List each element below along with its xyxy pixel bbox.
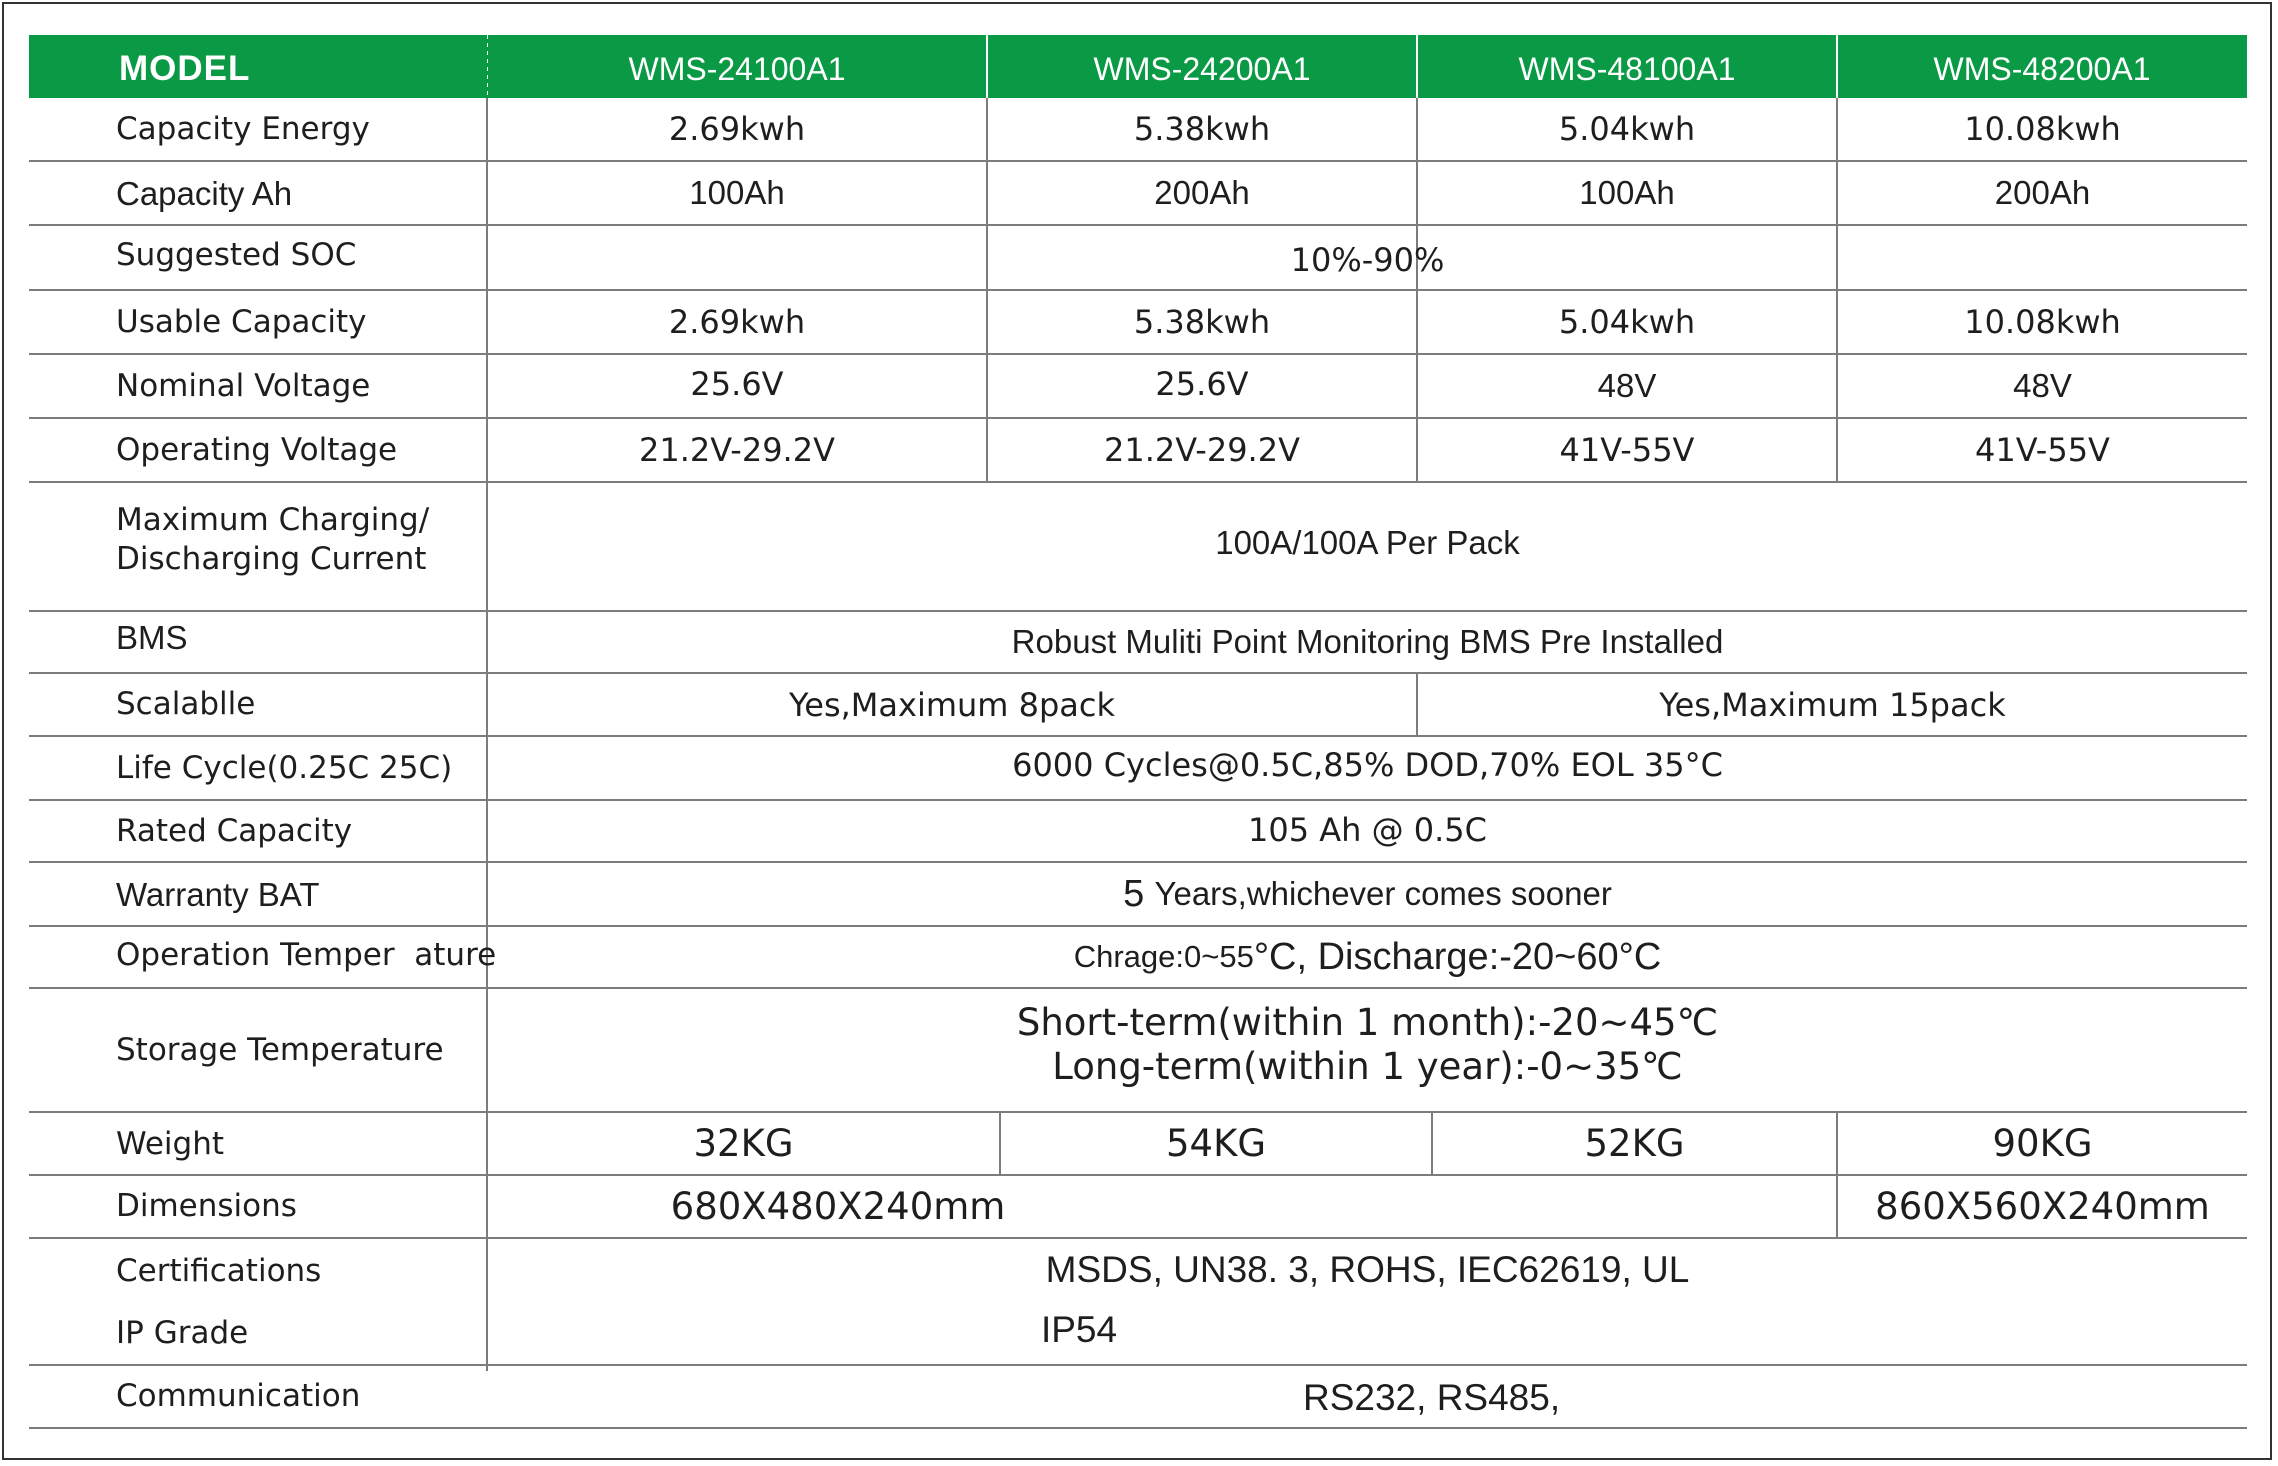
scalable-value: Yes,Maximum 8pack xyxy=(788,685,1116,724)
capacity-energy-value: 10.08kwh xyxy=(1964,110,2121,148)
operating-voltage-value: 41V-55V xyxy=(1559,431,1695,469)
scalable-value: Yes,Maximum 15pack xyxy=(1659,685,2006,724)
label-operation-temperature: Operation Temper ature xyxy=(116,936,497,973)
weight-value: 54KG xyxy=(1165,1122,1266,1165)
label-warranty: Warranty BAT xyxy=(116,875,320,913)
suggested-soc-value: 10%-90% xyxy=(1290,240,1445,279)
capacity-ah-value: 200Ah xyxy=(1154,174,1250,211)
label-usable-capacity: Usable Capacity xyxy=(116,303,367,340)
nominal-voltage-value: 48V xyxy=(2013,367,2072,404)
storage-temperature-long-term: Long-term(within 1 year):-0~35℃ xyxy=(1052,1045,1683,1088)
row-divider xyxy=(29,1364,2247,1366)
nominal-voltage-value: 25.6V xyxy=(690,365,784,403)
operating-voltage-value: 21.2V-29.2V xyxy=(639,431,835,469)
usable-capacity-value: 5.38kwh xyxy=(1133,303,1271,341)
warranty-text: Years,whichever comes sooner xyxy=(1154,875,1612,912)
capacity-energy-value: 5.04kwh xyxy=(1558,110,1696,148)
operation-temperature-value xyxy=(488,927,2247,987)
max-current-value: 100A/100A Per Pack xyxy=(1215,524,1520,561)
label-capacity-ah: Capacity Ah xyxy=(116,174,293,212)
nominal-voltage-value: 25.6V xyxy=(1155,365,1249,403)
label-max-current xyxy=(116,490,446,590)
header-model-3: WMS-48100A1 xyxy=(1518,51,1736,87)
label-ip-grade: IP Grade xyxy=(116,1314,249,1351)
operation-temperature-charge: Chrage:0~55 xyxy=(1073,939,1254,974)
row-divider xyxy=(29,224,2247,226)
weight-value: 32KG xyxy=(693,1122,794,1165)
usable-capacity-value: 10.08kwh xyxy=(1964,303,2121,341)
label-communication: Communication xyxy=(116,1378,361,1414)
label-weight: Weight xyxy=(116,1126,225,1162)
capacity-ah-value: 100Ah xyxy=(1579,174,1675,211)
label-certifications: Certifications xyxy=(116,1253,322,1289)
capacity-energy-value: 2.69kwh xyxy=(668,110,806,148)
warranty-years: 5 xyxy=(1123,872,1145,915)
label-bms: BMS xyxy=(116,618,188,656)
label-max-current-line1: Maximum Charging/ xyxy=(116,502,430,538)
operating-voltage-value: 21.2V-29.2V xyxy=(1104,431,1300,469)
weight-value: 52KG xyxy=(1584,1122,1685,1165)
header-model-1: WMS-24100A1 xyxy=(628,51,846,87)
usable-capacity-value: 2.69kwh xyxy=(668,303,806,341)
warranty-value xyxy=(488,863,2247,925)
operation-temperature-discharge: °C, Discharge:-20~60°C xyxy=(1253,935,1662,978)
bms-value: Robust Muliti Point Monitoring BMS Pre Installed xyxy=(1011,623,1724,660)
label-capacity-energy: Capacity Energy xyxy=(116,110,370,147)
header-model-4: WMS-48200A1 xyxy=(1933,51,2151,87)
dimensions-value: 860X560X240mm xyxy=(1875,1185,2210,1228)
label-nominal-voltage: Nominal Voltage xyxy=(116,367,371,404)
header-model-2: WMS-24200A1 xyxy=(1093,51,1311,87)
ip-grade-value: IP54 xyxy=(1040,1309,1118,1350)
capacity-ah-value: 200Ah xyxy=(1994,174,2091,211)
capacity-energy-value: 5.38kwh xyxy=(1133,110,1271,148)
weight-value: 90KG xyxy=(1992,1122,2093,1165)
life-cycle-value: 6000 Cycles@0.5C,85% DOD,70% EOL 35°C xyxy=(1012,746,1723,784)
label-max-current-line2: Discharging Current xyxy=(116,541,427,577)
certifications-value: MSDS, UN38. 3, ROHS, IEC62619, UL xyxy=(1045,1248,1690,1290)
usable-capacity-value: 5.04kwh xyxy=(1558,303,1696,341)
rated-capacity-value: 105 Ah @ 0.5C xyxy=(1248,811,1487,849)
label-storage-temperature: Storage Temperature xyxy=(116,1031,444,1068)
label-operating-voltage: Operating Voltage xyxy=(116,431,398,468)
label-life-cycle: Life Cycle(0.25C 25C) xyxy=(116,749,453,786)
nominal-voltage-value: 48V xyxy=(1597,367,1657,404)
label-scalable: Scalablle xyxy=(116,686,256,722)
communication-value: RS232, RS485, xyxy=(1303,1377,1561,1418)
storage-temperature-short-term: Short-term(within 1 month):-20~45℃ xyxy=(1016,1001,1719,1044)
storage-temperature-value xyxy=(488,989,2247,1101)
operating-voltage-value: 41V-55V xyxy=(1975,431,2110,469)
dimensions-value: 680X480X240mm xyxy=(670,1185,1006,1228)
capacity-ah-value: 100Ah xyxy=(689,174,785,211)
label-rated-capacity: Rated Capacity xyxy=(116,812,353,849)
label-dimensions: Dimensions xyxy=(116,1187,297,1224)
header-model-label: MODEL xyxy=(119,49,251,88)
label-suggested-soc: Suggested SOC xyxy=(116,236,357,273)
